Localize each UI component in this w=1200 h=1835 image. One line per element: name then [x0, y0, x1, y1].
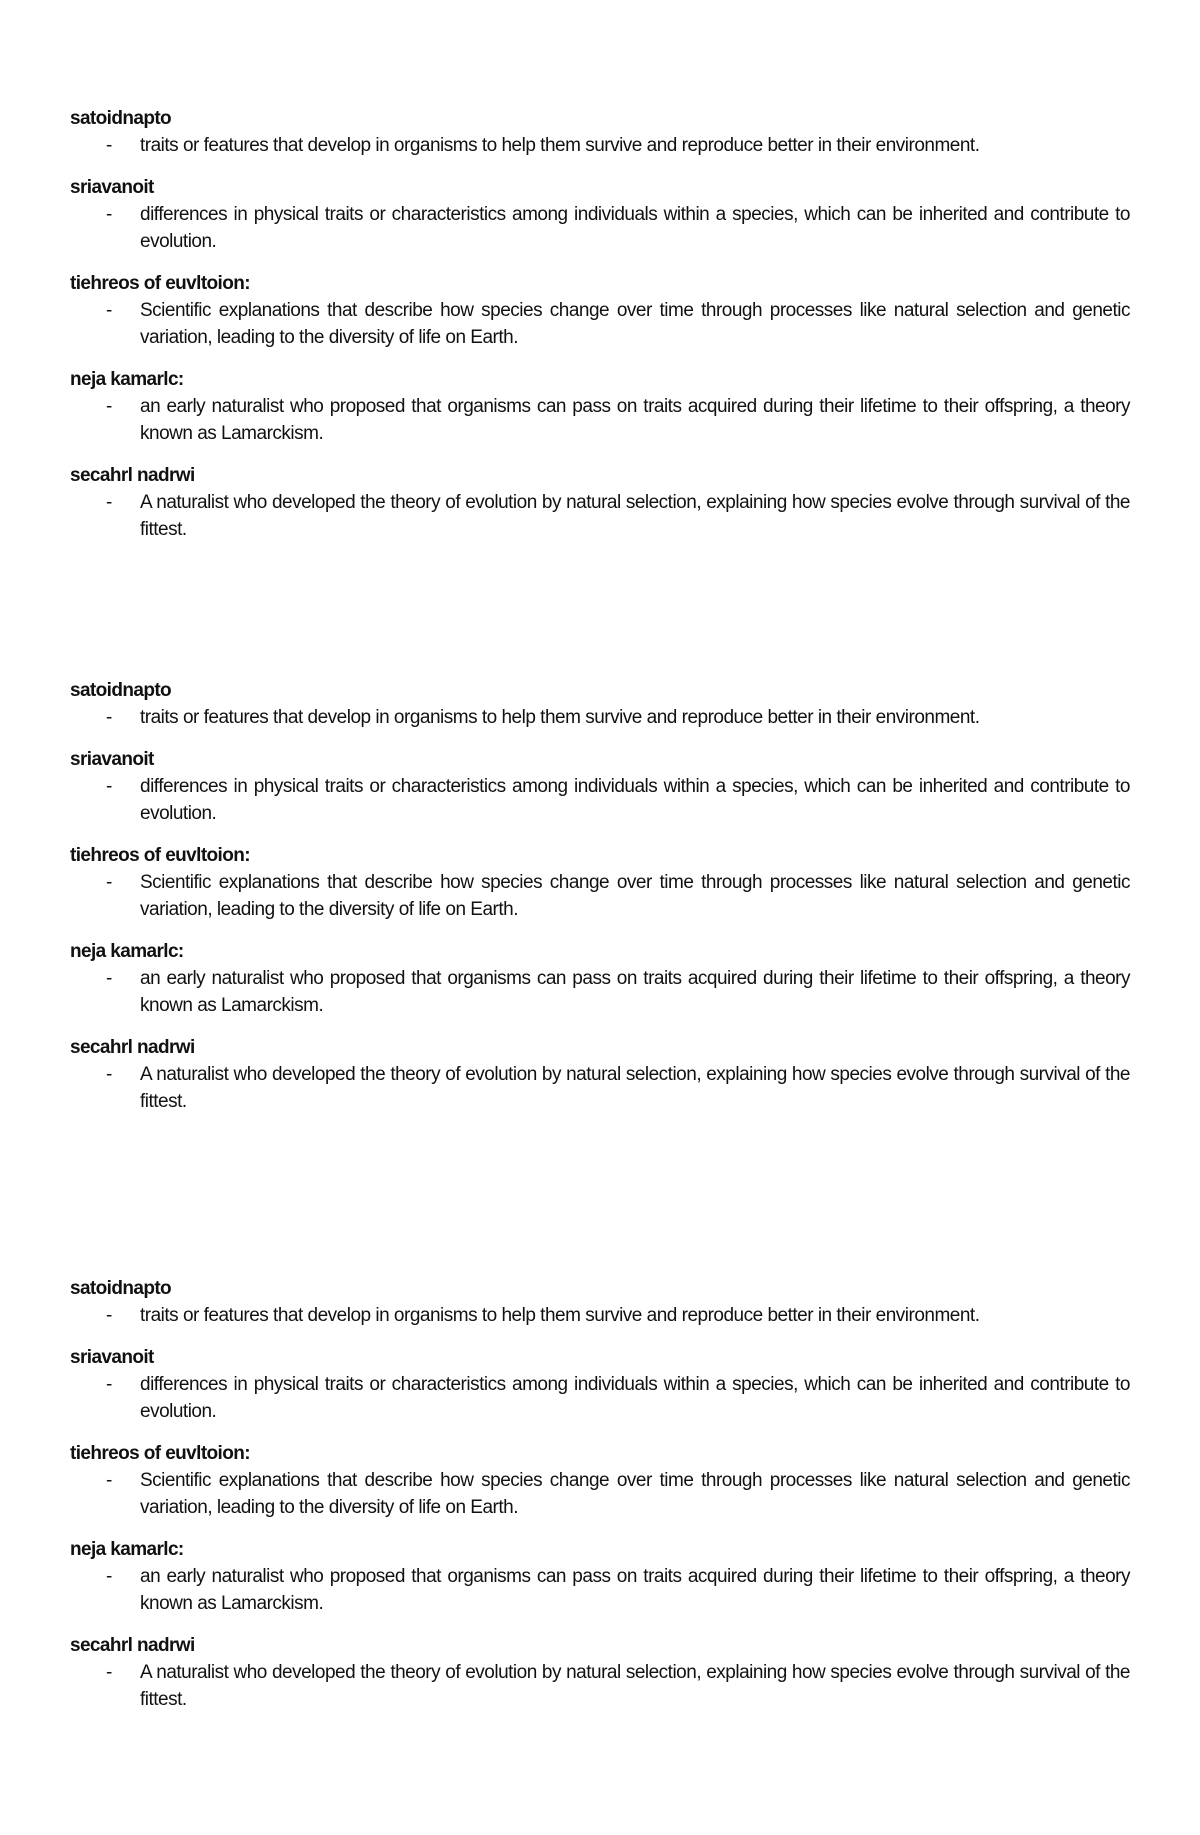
- glossary-block-1: [70, 106, 1130, 559]
- definition-text: differences in physical traits or characteristics among individuals within a species, which can be inherited and contribute to evolution.: [140, 1374, 1130, 1422]
- definition-text: A naturalist who developed the theory of evolution by natural selection, explaining how species evolve through survival of the fittest.: [140, 1662, 1130, 1710]
- glossary-term: tiehreos of euvltoion:: [70, 273, 250, 294]
- dash-bullet: -: [106, 776, 112, 797]
- glossary-entry: [70, 843, 1130, 923]
- glossary-definition: [70, 1061, 1130, 1115]
- glossary-entry: [70, 1633, 1130, 1713]
- glossary-definition: [70, 393, 1130, 447]
- glossary-entry: [70, 1537, 1130, 1617]
- glossary-definition: [70, 965, 1130, 1019]
- dash-bullet: -: [106, 968, 112, 989]
- glossary-term: satoidnapto: [70, 680, 172, 701]
- glossary-definition: [70, 1302, 1130, 1329]
- dash-bullet: -: [106, 1305, 112, 1326]
- dash-bullet: -: [106, 1064, 112, 1085]
- glossary-entry: [70, 1035, 1130, 1115]
- definition-text: traits or features that develop in organisms to help them survive and reproduce better in their environment.: [140, 135, 980, 156]
- glossary-definition: [70, 869, 1130, 923]
- glossary-term: secahrl nadrwi: [70, 1037, 195, 1058]
- definition-text: an early naturalist who proposed that organisms can pass on traits acquired during their lifetime to their offspring, a theory known as Lamarckism.: [140, 968, 1130, 1016]
- dash-bullet: -: [106, 492, 112, 513]
- dash-bullet: -: [106, 1566, 112, 1587]
- glossary-entry: [70, 939, 1130, 1019]
- definition-text: A naturalist who developed the theory of evolution by natural selection, explaining how species evolve through survival of the fittest.: [140, 1064, 1130, 1112]
- definition-text: differences in physical traits or characteristics among individuals within a species, which can be inherited and contribute to evolution.: [140, 776, 1130, 824]
- definition-text: Scientific explanations that describe how species change over time through processes like natural selection and genetic variation, leading to the diversity of life on Earth.: [140, 872, 1130, 920]
- definition-text: A naturalist who developed the theory of evolution by natural selection, explaining how species evolve through survival of the fittest.: [140, 492, 1130, 540]
- dash-bullet: -: [106, 1374, 112, 1395]
- glossary-definition: [70, 1659, 1130, 1713]
- glossary-entry: [70, 106, 1130, 159]
- glossary-term: sriavanoit: [70, 749, 154, 770]
- definition-text: an early naturalist who proposed that organisms can pass on traits acquired during their lifetime to their offspring, a theory known as Lamarckism.: [140, 1566, 1130, 1614]
- glossary-term: satoidnapto: [70, 108, 172, 129]
- glossary-term: secahrl nadrwi: [70, 1635, 195, 1656]
- dash-bullet: -: [106, 707, 112, 728]
- dash-bullet: -: [106, 396, 112, 417]
- glossary-term: neja kamarlc:: [70, 941, 184, 962]
- dash-bullet: -: [106, 1470, 112, 1491]
- definition-text: Scientific explanations that describe how species change over time through processes like natural selection and genetic variation, leading to the diversity of life on Earth.: [140, 1470, 1130, 1518]
- glossary-term: sriavanoit: [70, 1347, 154, 1368]
- definition-text: differences in physical traits or characteristics among individuals within a species, which can be inherited and contribute to evolution.: [140, 204, 1130, 252]
- glossary-entry: [70, 1441, 1130, 1521]
- glossary-entry: [70, 463, 1130, 543]
- dash-bullet: -: [106, 872, 112, 893]
- glossary-term: satoidnapto: [70, 1278, 172, 1299]
- glossary-definition: [70, 773, 1130, 827]
- glossary-term: secahrl nadrwi: [70, 465, 195, 486]
- dash-bullet: -: [106, 300, 112, 321]
- definition-text: an early naturalist who proposed that organisms can pass on traits acquired during their lifetime to their offspring, a theory known as Lamarckism.: [140, 396, 1130, 444]
- dash-bullet: -: [106, 1662, 112, 1683]
- glossary-entry: [70, 175, 1130, 255]
- glossary-entry: [70, 1345, 1130, 1425]
- definition-text: Scientific explanations that describe how species change over time through processes like natural selection and genetic variation, leading to the diversity of life on Earth.: [140, 300, 1130, 348]
- glossary-entry: [70, 271, 1130, 351]
- glossary-definition: [70, 704, 1130, 731]
- dash-bullet: -: [106, 204, 112, 225]
- glossary-term: tiehreos of euvltoion:: [70, 1443, 250, 1464]
- glossary-term: tiehreos of euvltoion:: [70, 845, 250, 866]
- glossary-term: neja kamarlc:: [70, 1539, 184, 1560]
- glossary-block-2: [70, 678, 1130, 1131]
- dash-bullet: -: [106, 135, 112, 156]
- glossary-entry: [70, 747, 1130, 827]
- glossary-entry: [70, 678, 1130, 731]
- glossary-definition: [70, 297, 1130, 351]
- glossary-definition: [70, 201, 1130, 255]
- glossary-definition: [70, 489, 1130, 543]
- glossary-definition: [70, 1371, 1130, 1425]
- definition-text: traits or features that develop in organisms to help them survive and reproduce better in their environment.: [140, 1305, 980, 1326]
- glossary-entry: [70, 1276, 1130, 1329]
- glossary-definition: [70, 1563, 1130, 1617]
- glossary-term: neja kamarlc:: [70, 369, 184, 390]
- glossary-block-3: [70, 1276, 1130, 1729]
- glossary-entry: [70, 367, 1130, 447]
- glossary-definition: [70, 1467, 1130, 1521]
- glossary-definition: [70, 132, 1130, 159]
- definition-text: traits or features that develop in organisms to help them survive and reproduce better in their environment.: [140, 707, 980, 728]
- glossary-term: sriavanoit: [70, 177, 154, 198]
